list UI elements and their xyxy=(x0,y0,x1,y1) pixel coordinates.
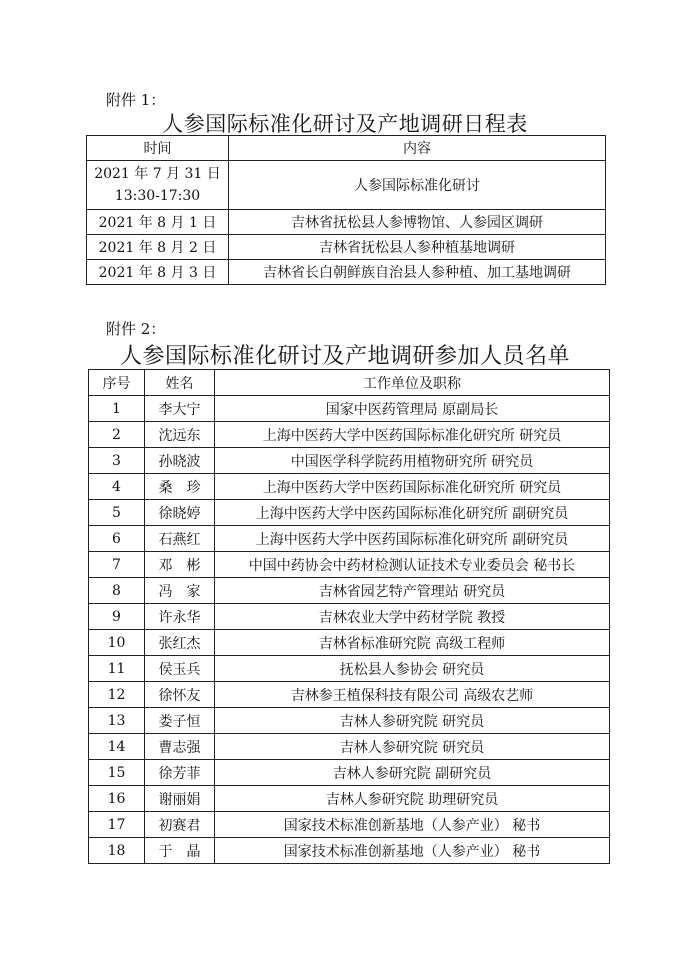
participant-unit-cell: 吉林省标准研究院 高级工程师 xyxy=(215,630,610,656)
participant-unit-cell: 吉林人参研究院 副研究员 xyxy=(215,760,610,786)
schedule-header-row xyxy=(87,136,606,161)
participant-unit-cell: 上海中医药大学中医药国际标准化研究所 研究员 xyxy=(215,422,610,448)
participant-unit-cell: 国家技术标准创新基地（人参产业） 秘书 xyxy=(215,838,610,864)
participant-name-cell: 曹志强 xyxy=(145,734,215,760)
participant-name-cell: 娄子恒 xyxy=(145,708,215,734)
participant-no-cell: 7 xyxy=(89,552,145,578)
participant-unit-cell: 中国中药协会中药材检测认证技术专业委员会 秘书长 xyxy=(215,552,610,578)
unit-header: 工作单位及职称 xyxy=(215,370,610,396)
participant-no-cell: 3 xyxy=(89,448,145,474)
schedule-content-cell: 人参国际标准化研讨 xyxy=(229,161,606,210)
participant-unit-cell: 国家中医药管理局 原副局长 xyxy=(215,396,610,422)
participant-row xyxy=(89,604,610,630)
participant-row xyxy=(89,656,610,682)
participant-name-cell: 孙晓波 xyxy=(145,448,215,474)
schedule-time-cell xyxy=(87,260,229,285)
attachment-2-label: 附件 2： xyxy=(106,320,166,338)
schedule-time-line: 2021 年 7 月 31 日 xyxy=(94,166,221,182)
schedule-time-line: 2021 年 8 月 1 日 xyxy=(98,215,217,231)
name-header: 姓名 xyxy=(145,370,215,396)
participant-unit-cell: 上海中医药大学中医药国际标准化研究所 研究员 xyxy=(215,474,610,500)
participant-no-cell: 18 xyxy=(89,838,145,864)
participant-row xyxy=(89,578,610,604)
participant-no-cell: 17 xyxy=(89,812,145,838)
schedule-time-line: 2021 年 8 月 2 日 xyxy=(98,240,217,256)
participant-name-cell: 徐晓婷 xyxy=(145,500,215,526)
participant-unit-cell: 吉林参王植保科技有限公司 高级农艺师 xyxy=(215,682,610,708)
participant-no-cell: 1 xyxy=(89,396,145,422)
participant-no-cell: 2 xyxy=(89,422,145,448)
schedule-title: 人参国际标准化研讨及产地调研日程表 xyxy=(162,112,528,136)
participant-name-cell: 谢丽娟 xyxy=(145,786,215,812)
schedule-time-cell xyxy=(87,161,229,210)
participant-unit-cell: 吉林农业大学中药材学院 教授 xyxy=(215,604,610,630)
participant-no-cell: 15 xyxy=(89,760,145,786)
participant-unit-cell: 中国医学科学院药用植物研究所 研究员 xyxy=(215,448,610,474)
participant-row xyxy=(89,760,610,786)
participant-unit-cell: 上海中医药大学中医药国际标准化研究所 副研究员 xyxy=(215,526,610,552)
participant-row xyxy=(89,786,610,812)
participant-name-cell: 于 晶 xyxy=(145,838,215,864)
participant-no-cell: 8 xyxy=(89,578,145,604)
attachment-1-label: 附件 1： xyxy=(106,91,166,109)
participant-row xyxy=(89,838,610,864)
participant-no-cell: 11 xyxy=(89,656,145,682)
participant-no-cell: 14 xyxy=(89,734,145,760)
schedule-content-cell: 吉林省长白朝鲜族自治县人参种植、加工基地调研 xyxy=(229,260,606,285)
schedule-time-cell xyxy=(87,235,229,260)
participant-no-cell: 10 xyxy=(89,630,145,656)
participant-no-cell: 16 xyxy=(89,786,145,812)
schedule-row xyxy=(87,235,606,260)
participant-name-cell: 桑 珍 xyxy=(145,474,215,500)
participant-row xyxy=(89,630,610,656)
participant-name-cell: 张红杰 xyxy=(145,630,215,656)
schedule-row xyxy=(87,260,606,285)
participants-table-body xyxy=(89,396,610,864)
participant-row xyxy=(89,474,610,500)
participant-no-cell: 5 xyxy=(89,500,145,526)
content-header: 内容 xyxy=(229,136,606,161)
participant-unit-cell: 吉林人参研究院 研究员 xyxy=(215,734,610,760)
participant-name-cell: 冯 家 xyxy=(145,578,215,604)
no-header: 序号 xyxy=(89,370,145,396)
participant-name-cell: 邓 彬 xyxy=(145,552,215,578)
participant-no-cell: 13 xyxy=(89,708,145,734)
participant-name-cell: 徐怀友 xyxy=(145,682,215,708)
participant-name-cell: 徐芳菲 xyxy=(145,760,215,786)
participant-row xyxy=(89,812,610,838)
participant-name-cell: 李大宁 xyxy=(145,396,215,422)
participant-row xyxy=(89,448,610,474)
participant-unit-cell: 国家技术标准创新基地（人参产业） 秘书 xyxy=(215,812,610,838)
participant-no-cell: 4 xyxy=(89,474,145,500)
schedule-row xyxy=(87,210,606,235)
participant-name-cell: 侯玉兵 xyxy=(145,656,215,682)
participant-row xyxy=(89,500,610,526)
participant-unit-cell: 吉林省园艺特产管理站 研究员 xyxy=(215,578,610,604)
participant-no-cell: 12 xyxy=(89,682,145,708)
participant-unit-cell: 吉林人参研究院 研究员 xyxy=(215,708,610,734)
participants-table xyxy=(88,369,610,864)
schedule-time-cell xyxy=(87,210,229,235)
participant-unit-cell: 上海中医药大学中医药国际标准化研究所 副研究员 xyxy=(215,500,610,526)
participant-name-cell: 许永华 xyxy=(145,604,215,630)
participant-row xyxy=(89,396,610,422)
participant-no-cell: 9 xyxy=(89,604,145,630)
participant-row xyxy=(89,682,610,708)
participant-row xyxy=(89,552,610,578)
schedule-content-cell: 吉林省抚松县人参种植基地调研 xyxy=(229,235,606,260)
schedule-content-cell: 吉林省抚松县人参博物馆、人参园区调研 xyxy=(229,210,606,235)
participant-name-cell: 石燕红 xyxy=(145,526,215,552)
schedule-table-body xyxy=(87,161,606,285)
participant-row xyxy=(89,708,610,734)
schedule-time-line: 13:30-17:30 xyxy=(114,188,201,204)
schedule-row xyxy=(87,161,606,210)
participant-name-cell: 初赛君 xyxy=(145,812,215,838)
participant-no-cell: 6 xyxy=(89,526,145,552)
time-header: 时间 xyxy=(87,136,229,161)
schedule-table xyxy=(86,135,606,285)
participants-title: 人参国际标准化研讨及产地调研参加人员名单 xyxy=(119,344,570,369)
schedule-time-line: 2021 年 8 月 3 日 xyxy=(98,265,217,281)
participant-unit-cell: 吉林人参研究院 助理研究员 xyxy=(215,786,610,812)
participant-name-cell: 沈远东 xyxy=(145,422,215,448)
participant-row xyxy=(89,422,610,448)
participant-unit-cell: 抚松县人参协会 研究员 xyxy=(215,656,610,682)
participant-row xyxy=(89,734,610,760)
participant-row xyxy=(89,526,610,552)
participants-header-row xyxy=(89,370,610,396)
